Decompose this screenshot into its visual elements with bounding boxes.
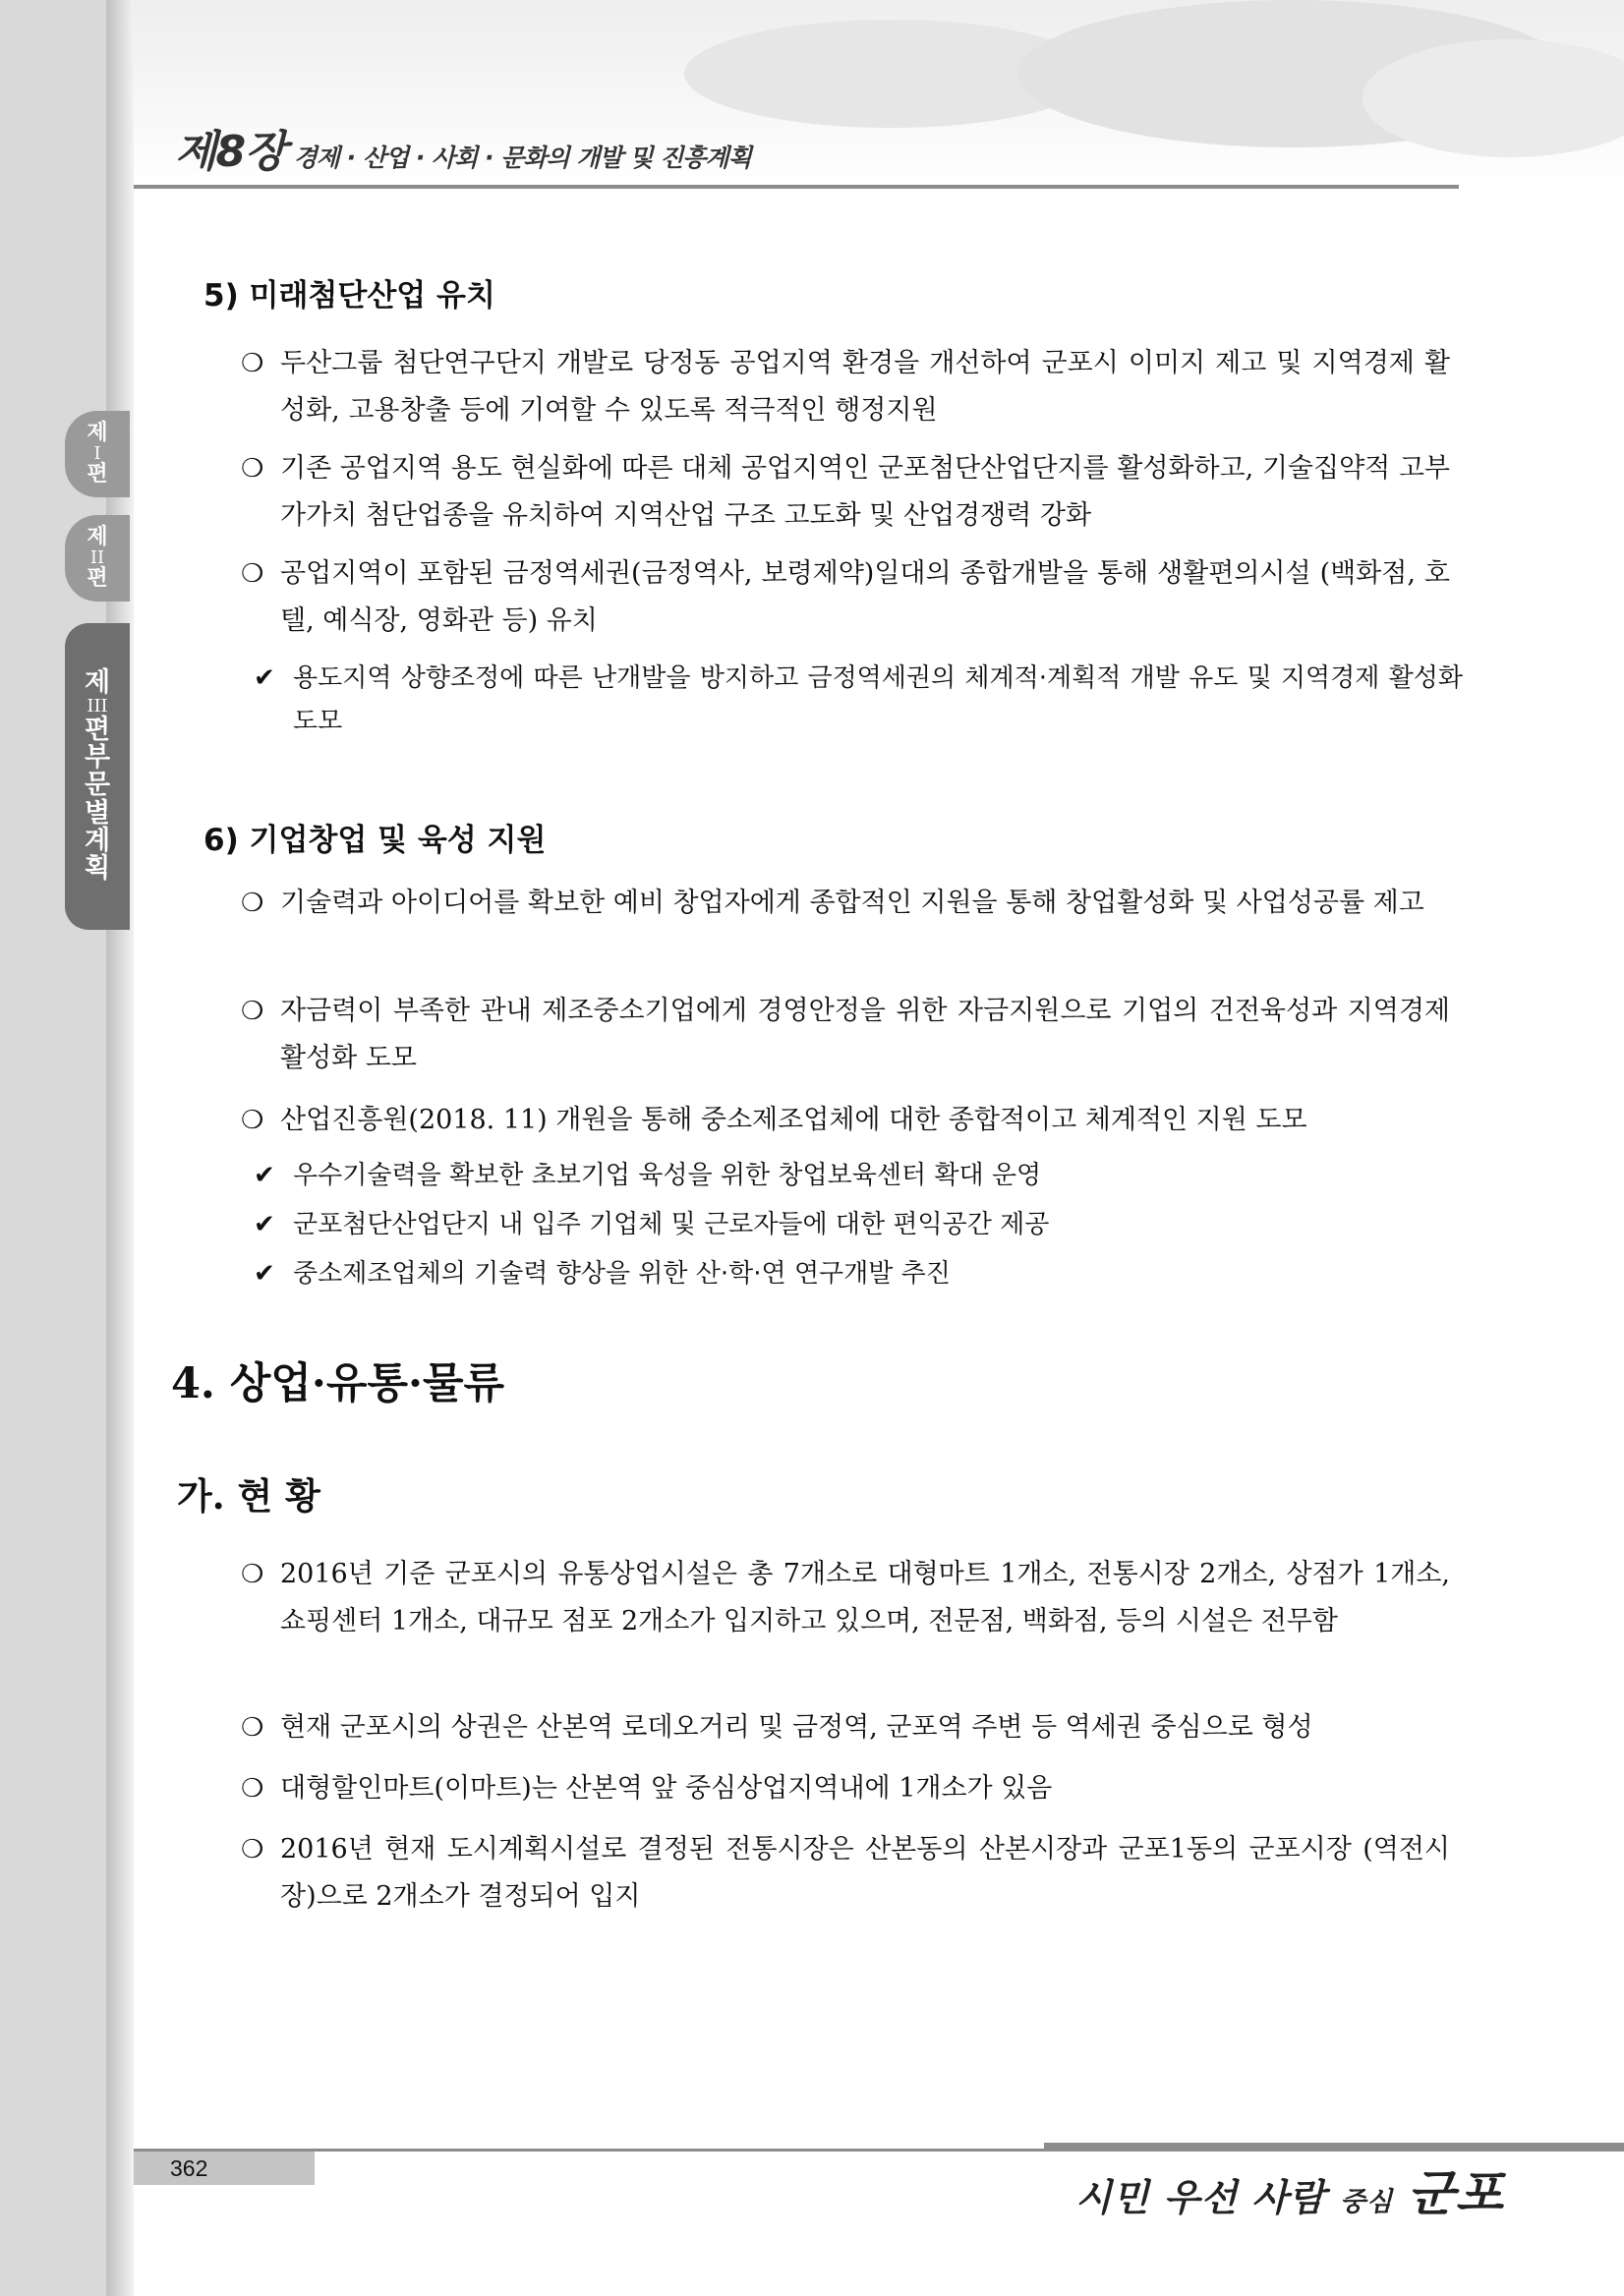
side-tab-label: 편 부 문 별 계 획 [84,714,111,885]
side-tab-roman: III [87,695,108,717]
side-tab-part-2[interactable] [65,515,130,602]
chapter-title [175,116,751,179]
circle-bullet-icon: ❍ [241,454,264,484]
bullet-item [241,1551,1450,1645]
subsection-heading: 가. 현 황 [177,1474,320,1518]
checkmark-icon: ✔ [254,663,275,693]
bullet-text: 2016년 기준 군포시의 유통상업시설은 총 7개소로 대형마트 1개소, 전통시장 2개소, 상점가 1개소, 쇼핑센터 1개소, 대규모 점포 2개소가 입지하고 있으며, 전문점, 백화점, 등의 시설은 전무함 [280,1559,1450,1636]
bullet-text: 자금력이 부족한 관내 제조중소기업에게 경영안정을 위한 자금지원으로 기업의 건전육성과 지역경제 활성화 도모 [280,996,1450,1073]
circle-bullet-icon: ❍ [241,1560,264,1589]
check-item [254,657,1463,743]
side-tab-label: 제 [87,421,108,446]
side-tab-part-1[interactable] [65,411,130,497]
checkmark-icon: ✔ [254,1161,275,1190]
footer-slogan-logo [1075,2154,1504,2225]
circle-bullet-icon: ❍ [241,1835,264,1865]
circle-bullet-icon: ❍ [241,1713,264,1743]
left-binding-strip [0,0,106,2296]
check-text: 우수기술력을 확보한 초보기업 육성을 위한 창업보육센터 확대 운영 [293,1161,1042,1190]
page-number-box [134,2152,315,2185]
bullet-text: 2016년 현재 도시계획시설로 결정된 전통시장은 산본동의 산본시장과 군포1동의 군포시장 (역전시장)으로 2개소가 결정되어 입지 [280,1834,1450,1912]
side-tab-label: 제 [84,667,111,699]
bullet-item [241,445,1450,540]
side-tab-label: 편 [87,566,108,592]
left-binding-shadow [106,0,134,2296]
bullet-text: 기존 공업지역 용도 현실화에 따른 대체 공업지역인 군포첨단산업단지를 활성화하고, 기술집약적 고부가가치 첨단업종을 유치하여 지역산업 구조 고도화 및 산업경쟁력 강화 [280,453,1450,531]
check-text: 군포첨단산업단지 내 입주 기업체 및 근로자들에 대한 편익공간 제공 [293,1210,1050,1239]
bullet-item [241,1097,1450,1144]
check-item [254,1154,1463,1197]
footer-rule [134,2149,1624,2152]
check-text: 용도지역 상향조정에 따른 난개발을 방지하고 금정역세권의 체계적·계획적 개발 유도 및 지역경제 활성화 도모 [293,663,1463,736]
check-item [254,1252,1463,1295]
checkmark-icon: ✔ [254,1210,275,1239]
section-heading: 6) 기업창업 및 육성 지원 [203,823,547,858]
bullet-item [241,1704,1450,1751]
bullet-item [241,988,1450,1082]
circle-bullet-icon: ❍ [241,997,264,1026]
circle-bullet-icon: ❍ [241,1106,264,1135]
bullet-item [241,1765,1450,1812]
slogan-part-3: 군포 [1407,2165,1504,2222]
bullet-text: 산업진흥원(2018. 11) 개원을 통해 중소제조업체에 대한 종합적이고 체계적인 지원 도모 [280,1105,1307,1135]
circle-bullet-icon: ❍ [241,889,264,918]
circle-bullet-icon: ❍ [241,1774,264,1804]
bullet-text: 기술력과 아이디어를 확보한 예비 창업자에게 종합적인 지원을 통해 창업활성화 및 사업성공률 제고 [280,888,1424,918]
chapter-subtitle: 경제 · 산업 · 사회 · 문화의 개발 및 진흥계획 [293,144,751,172]
bullet-text: 두산그룹 첨단연구단지 개발로 당정동 공업지역 환경을 개선하여 군포시 이미지 제고 및 지역경제 활성화, 고용창출 등에 기여할 수 있도록 적극적인 행정지원 [280,348,1450,426]
bullet-text: 현재 군포시의 상권은 산본역 로데오거리 및 금정역, 군포역 주변 등 역세권 중심으로 형성 [280,1712,1313,1743]
side-tab-label: 제 [87,525,108,550]
bullet-text: 공업지역이 포함된 금정역세권(금정역사, 보령제약)일대의 종합개발을 통해 생활편의시설 (백화점, 호텔, 예식장, 영화관 등) 유치 [280,558,1450,636]
circle-bullet-icon: ❍ [241,349,264,378]
circle-bullet-icon: ❍ [241,559,264,589]
side-tab-roman: I [93,442,101,464]
bullet-text: 대형할인마트(이마트)는 산본역 앞 중심상업지역내에 1개소가 있음 [280,1773,1053,1804]
page-number: 362 [170,2155,208,2181]
chapter-number: 제8장 [175,127,286,177]
section-heading: 5) 미래첨단산업 유치 [203,278,495,314]
checkmark-icon: ✔ [254,1259,275,1289]
header-rule [134,185,1459,189]
bullet-item [241,880,1450,927]
check-text: 중소제조업체의 기술력 향상을 위한 산·학·연 연구개발 추진 [293,1259,951,1289]
bullet-item [241,550,1450,645]
slogan-part-1: 시민 우선 사람 [1075,2176,1326,2219]
side-tab-label: 편 [87,462,108,488]
side-tab-part-3-active[interactable] [65,623,130,930]
chapter-section-heading: 4. 상업·유통·물류 [171,1359,505,1408]
bullet-item [241,340,1450,434]
bullet-item [241,1826,1450,1921]
side-tab-roman: II [89,546,105,568]
check-item [254,1203,1463,1246]
footer-rule-accent [1044,2143,1624,2149]
slogan-part-2: 중심 [1339,2187,1394,2217]
